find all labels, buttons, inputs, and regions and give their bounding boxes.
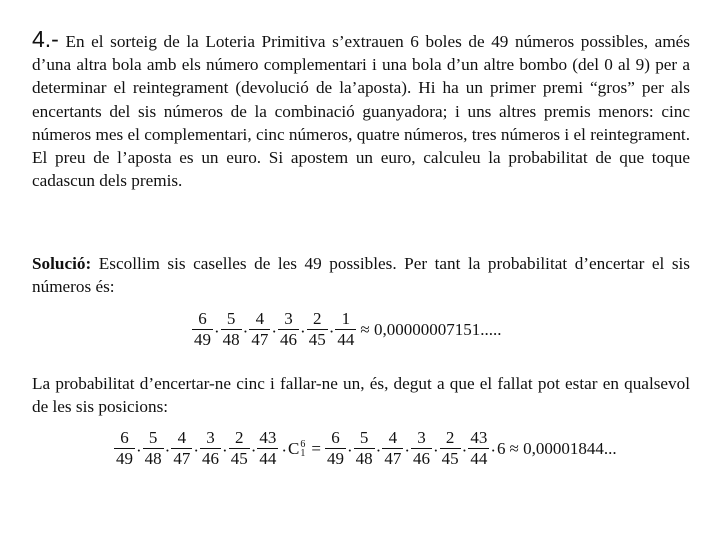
- fraction: [307, 309, 328, 350]
- denominator: 44: [259, 449, 277, 468]
- fraction: [229, 428, 250, 469]
- comb-indices: [300, 440, 305, 458]
- numerator: 1: [341, 309, 351, 328]
- denominator: 46: [280, 330, 298, 349]
- fraction: [335, 309, 356, 350]
- product-dot: ·: [432, 440, 439, 460]
- numerator: 43: [259, 428, 277, 447]
- numerator: 3: [417, 428, 426, 447]
- denominator: 44: [470, 449, 488, 468]
- product-dot: ·: [242, 321, 249, 341]
- product-dot: ·: [404, 440, 410, 460]
- denominator: 48: [355, 449, 373, 468]
- fraction: [143, 428, 164, 469]
- fraction: [114, 428, 135, 469]
- product-dot: ·: [193, 440, 200, 460]
- approx-result: ≈ 0,00000007151.....: [360, 319, 502, 339]
- product-dot: ·: [281, 440, 288, 460]
- product-dot: ·: [300, 321, 306, 341]
- five-numbers-paragraph: [32, 372, 690, 418]
- numerator: 3: [206, 428, 215, 447]
- probability-formula-five: [114, 428, 617, 469]
- fraction: [171, 428, 192, 469]
- fraction: [440, 428, 461, 469]
- fraction: [278, 309, 299, 350]
- product-dot: ·: [375, 440, 382, 460]
- denominator: 44: [337, 330, 355, 349]
- denominator: 45: [441, 449, 459, 468]
- comb-sup: 6: [300, 438, 306, 450]
- combination-term: [280, 439, 305, 459]
- fraction: [200, 428, 221, 469]
- numerator: 5: [226, 309, 236, 328]
- denominator: 48: [144, 449, 162, 468]
- fraction-product-right: [325, 428, 489, 469]
- denominator: 49: [116, 449, 133, 468]
- denominator: 48: [222, 330, 240, 349]
- denominator: 45: [230, 449, 248, 468]
- probability-formula-six: [192, 309, 501, 350]
- problem-text: En el sorteig de la Loteria Primitiva s’extrauen 6 boles de 49 números possibles, amés d’una altra bola amb els número complementari i una bola d’un altre bombo (del 0 al 9) per a determinar el reintegrament (devolució de la’aposta). Hi ha un primer premi “gros” per als encertants del sis números de la combinació guanyadora; i uns altres premis menors: cinc números mes el complementari, cinc números, quatre números, tres números i el reintegrament. El preu de l’aposta es un euro. Si apostem un euro, calculeu la probabilitat de que toque cadascun dels premis.: [32, 32, 691, 191]
- numerator: 4: [388, 428, 398, 447]
- denominator: 46: [202, 449, 220, 468]
- product-dot: ·: [490, 440, 496, 460]
- fraction: [192, 309, 213, 350]
- product-dot: ·: [136, 440, 142, 460]
- fraction: [221, 309, 242, 350]
- numerator: 4: [255, 309, 265, 328]
- numerator: 5: [359, 428, 369, 447]
- denominator: 46: [412, 449, 430, 468]
- denominator: 49: [326, 449, 344, 468]
- denominator: 47: [251, 330, 269, 349]
- fraction: [325, 428, 346, 469]
- numerator: 43: [470, 428, 488, 447]
- problem-statement: [32, 28, 690, 192]
- numerator: 2: [312, 309, 322, 328]
- solution-text: Escollim sis caselles de les 49 possibles. Per tant la probabilitat d’encertar el sis números és:: [32, 254, 690, 297]
- fraction: [249, 309, 270, 350]
- numerator: 6: [198, 309, 207, 328]
- numerator: 4: [177, 428, 187, 447]
- product-dot: ·: [214, 321, 220, 341]
- solution-label: Solució:: [32, 254, 92, 273]
- times-six: 6: [497, 438, 506, 458]
- fraction: [382, 428, 403, 469]
- product-dot: ·: [346, 440, 353, 460]
- numerator: 5: [148, 428, 158, 447]
- problem-number: 4.-: [32, 26, 59, 52]
- denominator: 47: [384, 449, 402, 468]
- numerator: 6: [120, 428, 129, 447]
- product-dot: ·: [328, 321, 335, 341]
- fraction: [354, 428, 375, 469]
- solution-paragraph: [32, 252, 690, 298]
- approx-result: ≈ 0,00001844...: [509, 438, 617, 458]
- product-dot: ·: [164, 440, 171, 460]
- comb-symbol: C: [288, 438, 300, 458]
- numerator: 2: [234, 428, 244, 447]
- fraction: [411, 428, 432, 469]
- product-dot: ·: [250, 440, 257, 460]
- five-numbers-text: La probabilitat d’encertar-ne cinc i fallar-ne un, és, degut a que el fallat pot estar en qualsevol de les sis posicions:: [32, 374, 690, 417]
- numerator: 2: [445, 428, 455, 447]
- product-dot: ·: [271, 321, 278, 341]
- numerator: 6: [331, 428, 340, 447]
- fraction: [257, 428, 278, 469]
- equals-sign: =: [311, 438, 321, 458]
- fraction: [468, 428, 489, 469]
- product-dot: ·: [461, 440, 468, 460]
- numerator: 3: [284, 309, 293, 328]
- denominator: 47: [173, 449, 191, 468]
- product-dot: ·: [222, 440, 228, 460]
- fraction-product: [192, 309, 356, 350]
- comb-sub: 1: [300, 447, 306, 459]
- fraction-product-left: [114, 428, 278, 469]
- denominator: 45: [308, 330, 326, 349]
- denominator: 49: [194, 330, 211, 349]
